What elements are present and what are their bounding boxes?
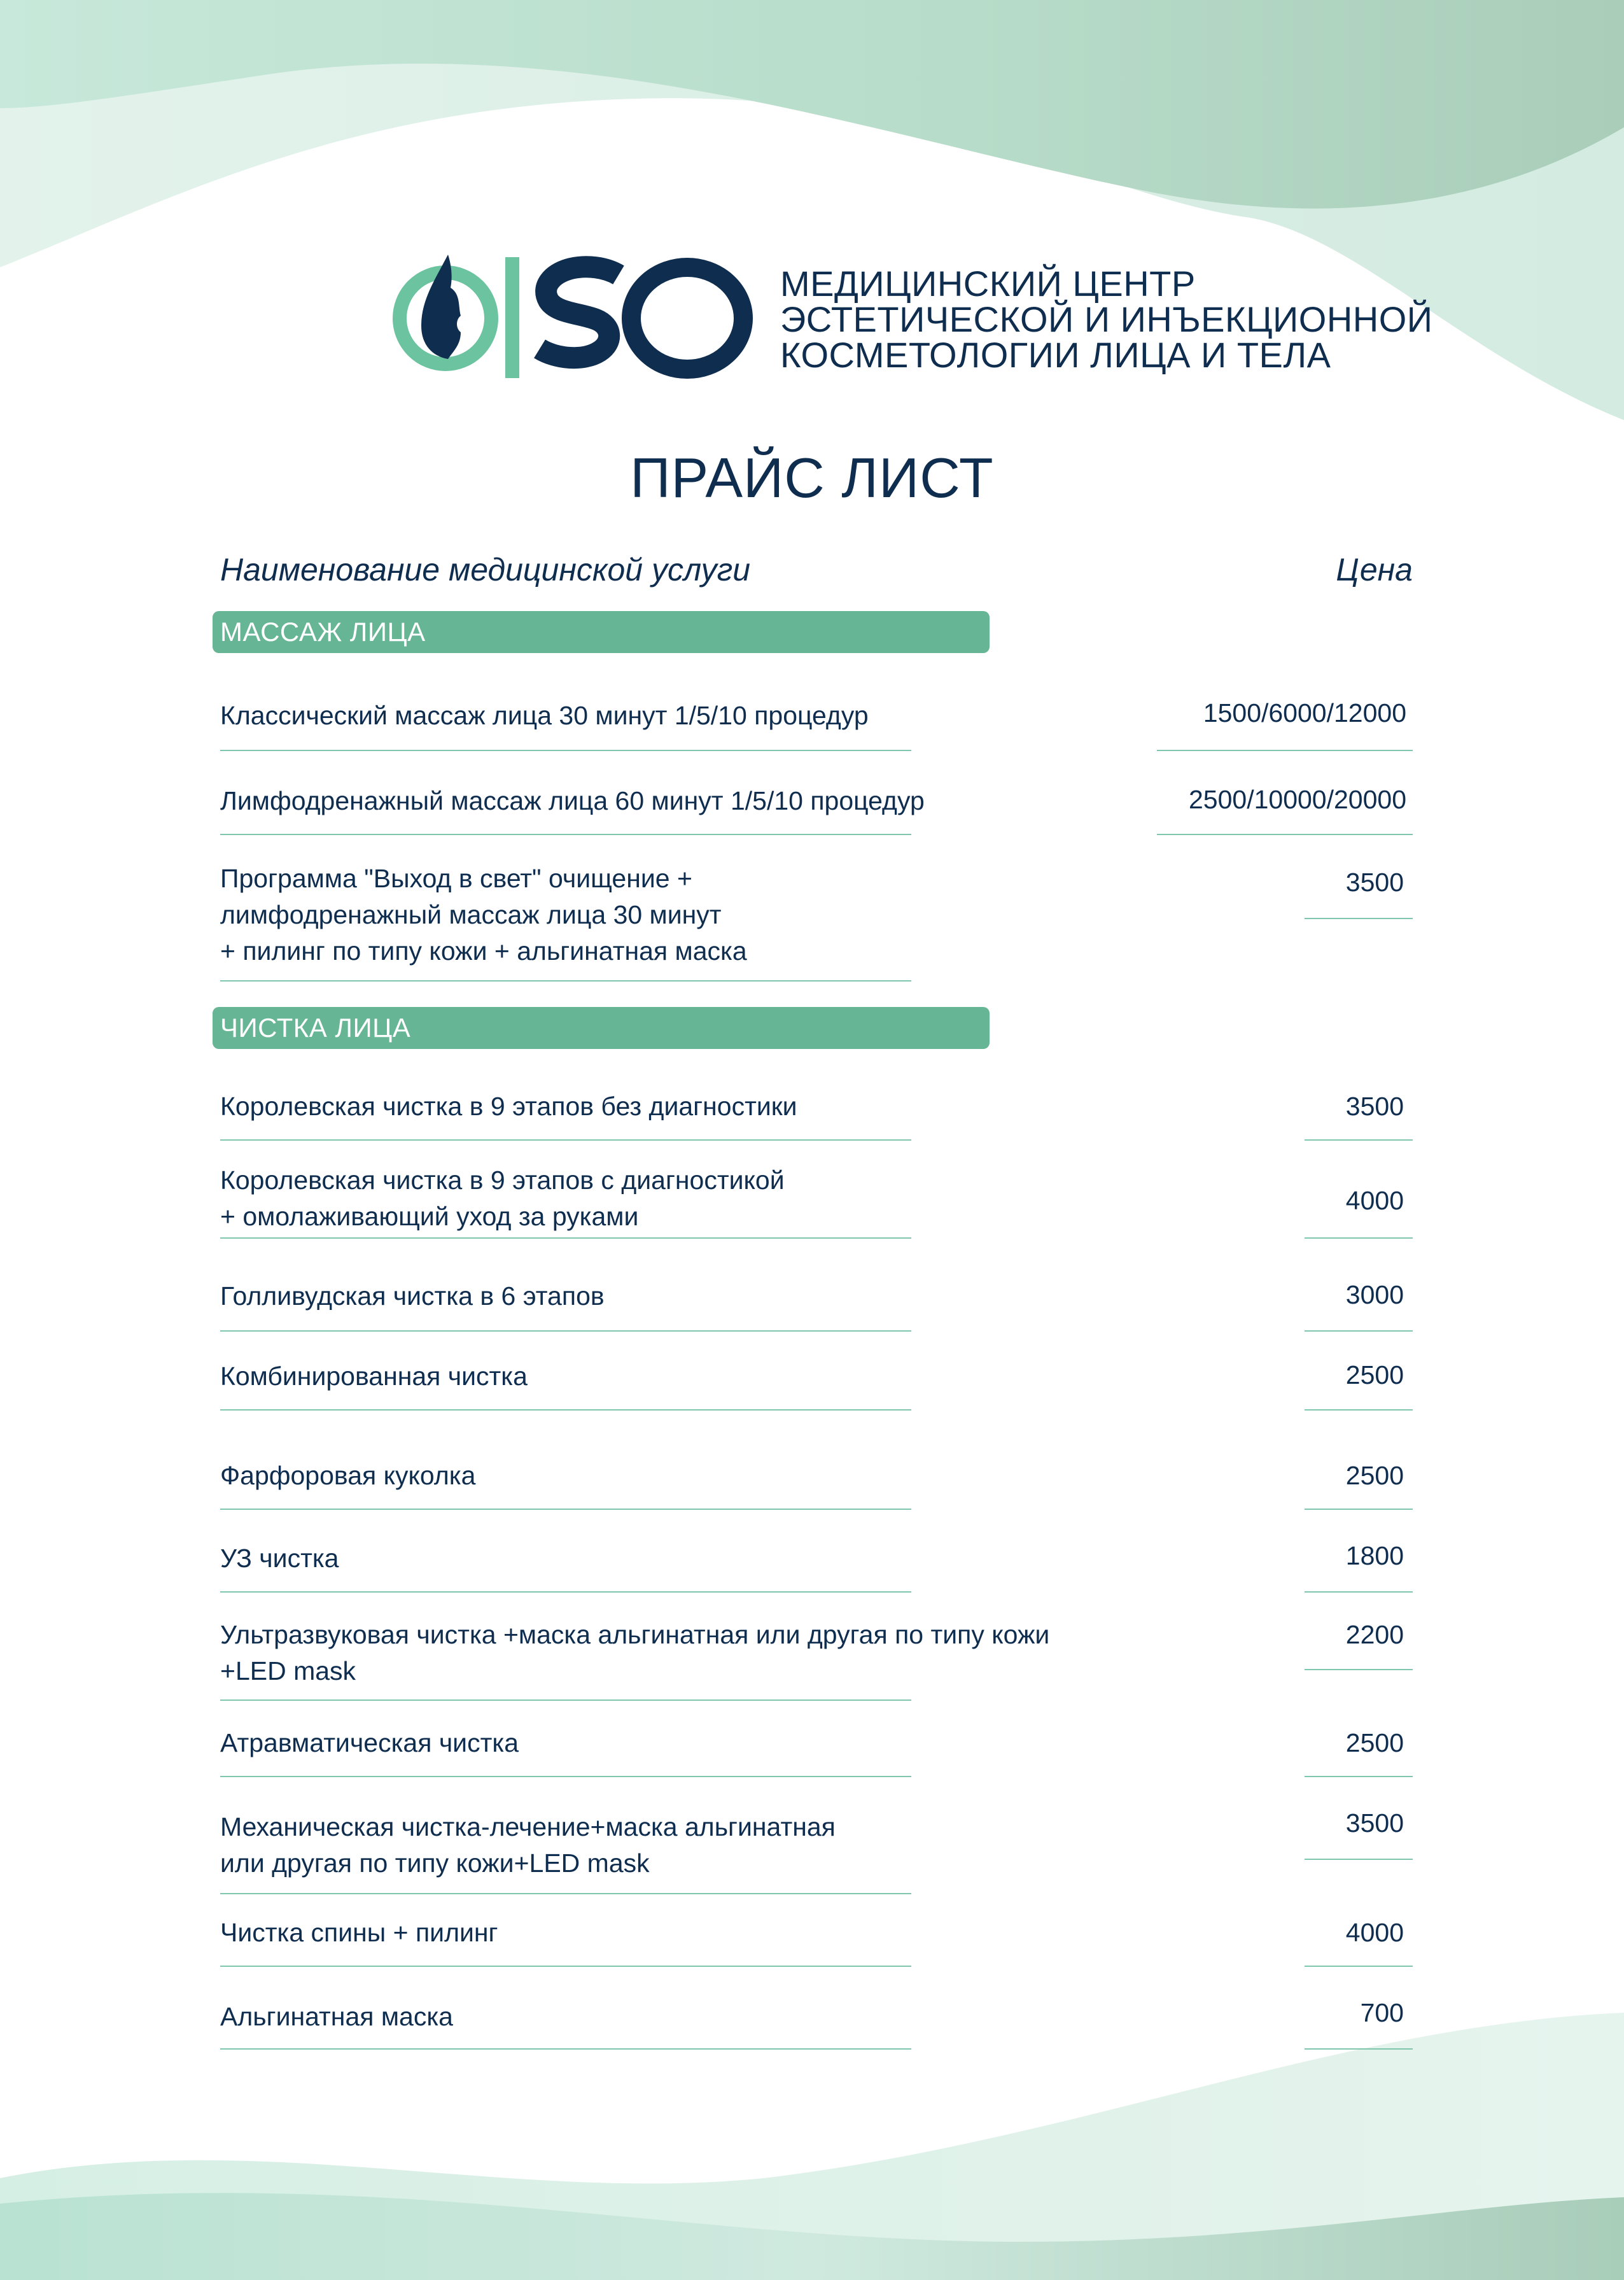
row-divider [220,1893,911,1894]
column-header-service: Наименование медицинской услуги [220,552,751,588]
price-divider [1305,1859,1413,1860]
service-price: 700 [1360,1998,1404,2027]
row-divider [220,1139,911,1141]
row-divider [220,1966,911,1967]
service-price: 3000 [1345,1280,1404,1309]
brand-line-2: ЭСТЕТИЧЕСКОЙ И ИНЪЕКЦИОННОЙ [780,299,1433,339]
price-divider [1157,750,1413,751]
brand-line-1: МЕДИЦИНСКИЙ ЦЕНТР [780,264,1196,304]
row-divider [220,1776,911,1777]
service-name: Комбинированная чистка [220,1362,528,1391]
service-price: 1800 [1345,1541,1404,1570]
price-divider [1305,1237,1413,1239]
service-price: 2200 [1345,1620,1404,1649]
service-price: 3500 [1345,1092,1404,1121]
page-title: ПРАЙС ЛИСТ [630,446,994,509]
column-header-price: Цена [1336,552,1413,588]
service-price: 4000 [1345,1186,1404,1215]
service-name: Голливудская чистка в 6 этапов [220,1281,605,1311]
service-price: 3500 [1345,868,1404,897]
service-name: Королевская чистка в 9 этапов с диагностикой + омолаживающий уход за руками [220,1165,785,1231]
service-name: УЗ чистка [220,1544,339,1573]
service-name: Лимфодренажный массаж лица 60 минут 1/5/10 процедур [220,786,925,815]
service-name: Фарфоровая куколка [220,1461,476,1490]
section-header-massage: МАССАЖ ЛИЦА [213,611,990,653]
row-divider [220,1409,911,1411]
service-name: Механическая чистка-лечение+маска альгинатная или другая по типу кожи+LED mask [220,1812,836,1878]
price-divider [1305,1409,1413,1411]
price-divider [1305,1330,1413,1332]
service-name: Королевская чистка в 9 этапов без диагностики [220,1092,797,1121]
service-price: 3500 [1345,1808,1404,1838]
price-divider [1305,1776,1413,1777]
brand-text [780,266,1433,373]
top-wave-decoration [0,0,1624,458]
service-name: Ультразвуковая чистка +маска альгинатная или другая по типу кожи +LED mask [220,1620,1050,1685]
price-divider [1157,834,1413,835]
row-divider [220,1330,911,1332]
row-divider [220,1699,911,1701]
brand-line-3: КОСМЕТОЛОГИИ ЛИЦА И ТЕЛА [780,335,1331,375]
service-price: 2500/10000/20000 [1188,785,1406,814]
price-divider [1305,2048,1413,2050]
service-price: 2500 [1345,1728,1404,1757]
service-price: 2500 [1345,1461,1404,1490]
service-name: Альгинатная маска [220,2002,453,2031]
row-divider [220,1591,911,1593]
row-divider [220,750,911,751]
price-divider [1305,1966,1413,1967]
price-divider [1305,918,1413,919]
row-divider [220,1237,911,1239]
service-price: 1500/6000/12000 [1203,698,1406,728]
service-name: Классический массаж лица 30 минут 1/5/10 процедур [220,701,869,730]
price-divider [1305,1139,1413,1141]
service-name: Программа "Выход в свет" очищение + лимфодренажный массаж лица 30 минут + пилинг по типу кожи + альгинатная маска [220,864,747,966]
service-price: 4000 [1345,1918,1404,1947]
service-price: 2500 [1345,1360,1404,1390]
row-divider [220,834,911,835]
section-header-cleaning: ЧИСТКА ЛИЦА [213,1007,990,1049]
price-divider [1305,1669,1413,1670]
row-divider [220,1509,911,1510]
service-name: Чистка спины + пилинг [220,1918,498,1947]
price-divider [1305,1591,1413,1593]
row-divider [220,980,911,982]
price-divider [1305,1509,1413,1510]
bottom-wave-decoration [0,2013,1624,2280]
iso-logo [389,250,759,383]
service-name: Атравматическая чистка [220,1728,519,1757]
row-divider [220,2048,911,2050]
